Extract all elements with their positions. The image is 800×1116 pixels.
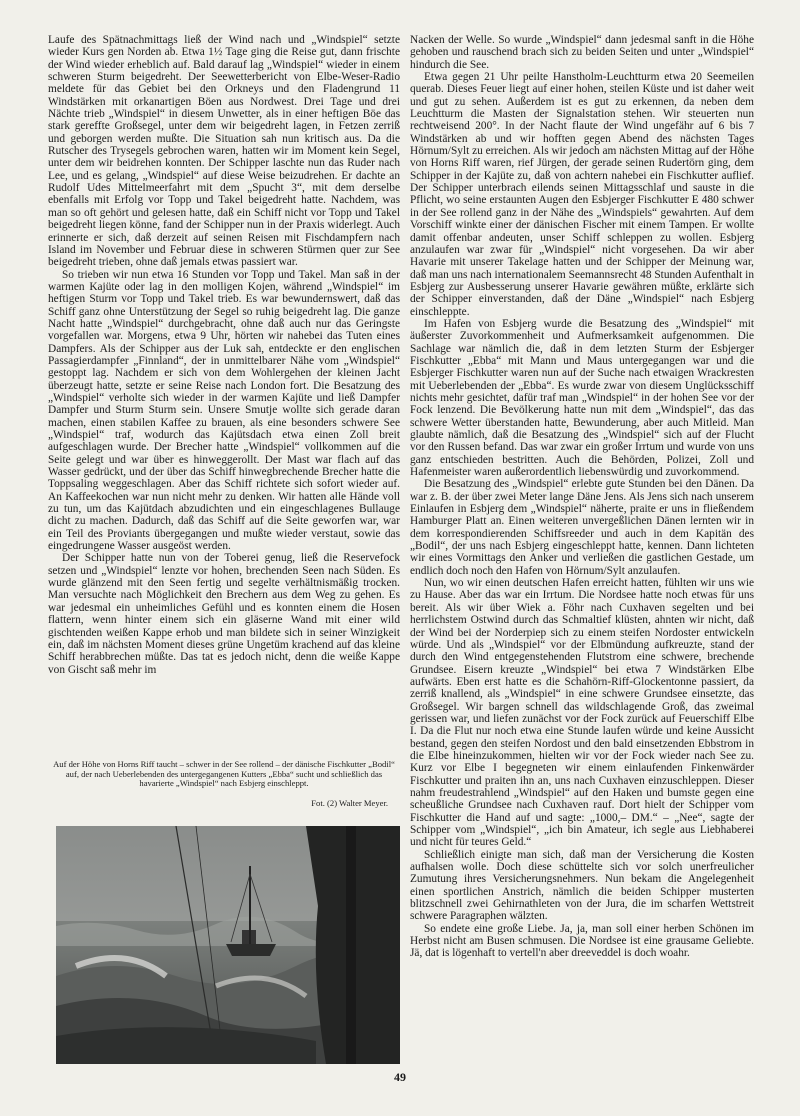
paragraph: Nacken der Welle. So wurde „Windspiel“ dann jedesmal sanft in die Höhe gehoben und rauschend brach sich zu beiden Seiten und unter „Windspiel“ hindurch die See. — [410, 34, 754, 71]
paragraph: Schließlich einigte man sich, daß man der Versicherung die Kosten aufhalsen wolle. Doch diese schüttelte sich vor solch unerfreulicher Zumutung ihres Versicherungsnehmers. Nun bekam die Angelegenheit einen sportlichen Anstrich, nämlich die beiden Schipper musterten blitzschnell zwei Gehirnathleten von der Jura, die im scharfen Wettstreit schwere Paragraphen wälzten. — [410, 848, 754, 923]
photo-caption: Auf der Höhe von Horns Riff taucht – schwer in der See rollend – der dänische Fischkutter „Bodil“ auf, der nach Ueberlebenden des untergegangenen Kutters „Ebba“ sucht und schließlich das havarierte „Windspiel“ nach Esbjerg einschleppt. — [53, 759, 395, 789]
paragraph: Die Besatzung des „Windspiel“ erlebte gute Stunden bei den Dänen. Da war z. B. der über zwei Meter lange Däne Jens. Als Jens sich nach unserem Einlaufen in Esbjerg dem „Windspiel“ näherte, praite er uns in fließendem Hamburger Platt an. Einen weiteren unvergeßlichen Dänen lernten wir in dem korrespondierenden Schiffsreeder und auch in dem Kapitän des „Bodil“, der uns nach Esbjerg eingeschleppt hatte, kennen. Dann lichteten wir eines Vormittags den Anker und verließen die gastlichen Gestade, um endlich doch noch den Hafen von Hörnum/Sylt anzulaufen. — [410, 478, 754, 577]
paragraph: So trieben wir nun etwa 16 Stunden vor Topp und Takel. Man saß in der warmen Kajüte oder lag in den molligen Kojen, während „Windspiel“ im heftigen Sturm vor Topp und Takel trieb. Es war bewundernswert, daß das Schiff ganz ohne Unterstützung der Segel so ruhig beigedreht lag. Die ganze Nacht hatte „Windspiel“ durchgebracht, ohne daß auch nur das Geringste vorgefallen war. Morgens, etwa 9 Uhr, hörten wir nahebei das Tuten eines Dampfers. Als der Schipper aus der Luk sah, entdeckte er den englischen Passagierdampfer „Finnland“, der in unmittelbarer Nähe vom „Windspiel“ gestoppt lag. Nachdem er sich von dem Wohlergehen der kleinen Jacht überzeugt hatte, setzte er seine Reise nach London fort. Die Besatzung des „Windspiel“ verholte sich wieder in der warmen Kajüte und ließ Dampfer Dampfer und Sturm Sturm sein. Unsere Smutje wollte sich gerade daran machen, einen stabilen Kaffee zu brauen, als eine besonders schwere See „Windspiel“ traf, wodurch das Kajütsdach etwa einen Zoll breit aufgeschlagen wurde. Der Brecher hatte „Windspiel“ vollkommen auf die Seite gelegt und war über es hinweggerollt. Der Mast war flach auf das Wasser gedrückt, und der über das Schiff hinwegbrechende Brecher hatte die Toppsaling weggeschlagen. Aber das Schiff richtete sich sofort wieder auf. An Kaffeekochen war nun nicht mehr zu denken. Wir hatten alle Hände voll zu tun, um das Kajütdach abzudichten und ein eingeschlagenes Bullauge dicht zu machen. Dadurch, daß das Schiff auf die Seite geworfen war, war ein Teil des Proviants übergegangen und mußte wieder verstaut, sowie das eingedrungene Wasser ausgeöst werden. — [48, 268, 400, 553]
sea-photo — [56, 826, 400, 1064]
photo-credit: Fot. (2) Walter Meyer. — [311, 798, 388, 808]
left-column — [48, 34, 400, 676]
page-number: 49 — [394, 1070, 406, 1084]
paragraph: Nun, wo wir einen deutschen Hafen erreicht hatten, fühlten wir uns wie zu Hause. Aber das war ein Irrtum. Die Nordsee hatte noch etwas für uns bereit. Als wir über Wiek a. Föhr nach Cuxhaven segelten und bei herrlichstem Ostwind durch das Schmaltief klüsten, ahnten wir nicht, daß der Wind bei der Norderpiep sich zu einem steifen Nordoster entwickeln würde. Und als „Windspiel“ vor der Elbmündung aufkreuzte, stand der durch den Wind entgegenstehenden Flutstrom eine schwere, brechende Grundsee. Eisern kreuzte „Windspiel“ bei etwa 7 Windstärken Elbe aufwärts. Eben erst hatte es die Schahörn-Riff-Glockentonne passiert, da zerriß knallend, als „Windspiel“ in eine schwere Grundsee einsetzte, das Großsegel. Wir bargen schnell das wildschlagende Groß, das zweimal gerissen war, und liefen zunächst vor der Fock zurück auf Feuerschiff Elbe I. Da die Flut nur noch etwa eine Stunde laufen würde und keine Aussicht bestand, gegen den steifen Nordost und den bald einsetzenden Ebbstrom in die Elbe hineinzukommen, hielten wir vor der Fock wieder nach See zu. Kurz vor Elbe I begegneten wir einem einlaufenden Finkenwärder Fischkutter und praiten ihn an, uns nach Cuxhaven einzuschleppen. Dieser nahm freudestrahlend „Windspiel“ auf den Haken und bumste gegen eine scheußliche Grundsee nach Cuxhaven rauf. Dort hielt der Schipper vom Fischkutter die Hand auf und sagte: „1000,– DM.“ – „Nee“, sagte der Schipper vom „Windspiel“, „ich bin Amateur, ich segle aus Liebhaberei und nicht für teures Geld.“ — [410, 577, 754, 849]
photo-illustration — [56, 826, 400, 1064]
paragraph: Der Schipper hatte nun von der Toberei genug, ließ die Reservefock setzen und „Windspiel“ lenzte vor hohen, brechenden Seen nach Süden. Es wurde glänzend mit den Seen fertig und segelte verhältnismäßig trocken. Man versuchte nach Möglichkeit den Brechern aus dem Weg zu gehen. Es war jedesmal ein unheimliches Gefühl und es konnten einem die Hosen flattern, wenn hinter einem sich ein gläserne Wand mit einer wild gischtenden weißen Kappe erhob und man bildete sich in seiner Winzigkeit ein, daß im nächsten Moment dieses grüne Ungetüm krachend auf das kleine Schiff herabbrechen müßte. Das tat es jedoch nicht, denn die weiße Kappe von Gischt saß mehr im — [48, 552, 400, 676]
paragraph: Laufe des Spätnachmittags ließ der Wind nach und „Windspiel“ setzte wieder Kurs gen Norden ab. Etwa 1½ Tage ging die Reise gut, dann frischte der Wind wieder erheblich auf. Bald darauf lag „Windspiel“ wieder in einem schweren Sturm beigedreht. Der Seewetterbericht von Elbe-Weser-Radio meldete für das Gebiet bei den Orkneys und den Fladengrund 11 Windstärken mit orkanartigen Böen aus Nordwest. Drei Tage und drei Nächte trieb „Windspiel“ in diesem Unwetter, als in einer heftigen Böe das stark gereffte Großsegel, unter dem wir beigedreht lagen, in Fetzen zerriß und geborgen werden mußte. Die Situation sah nun kritisch aus. Da die Rutscher des Trysegels gebrochen waren, hatten wir im Moment kein Segel, unter dem wir beidrehen konnten. Der Schipper laschte nun das Ruder nach Lee, und es gelang, „Windspiel“ auf diese Weise beizudrehen. Er dachte an Rudolf Udes Mittelmeerfahrt mit dem „Spucht 3“, mit dem derselbe ebenfalls mit Erfolg vor Topp und Takel beigedreht hatte. Nachdem, was man so oft gehört und gelesen hatte, daß ein Schiff nicht vor Topp und Takel beigedreht liegen könne, fand der Schipper nun in der Praxis widerlegt. Auch erinnerte er sich, daß derzeit auf seinen Reisen mit Fischdampfern nach Island im November und Februar diese in schweren Stürmen quer zur See beigedreht trieben, ohne daß jemals etwas passiert war. — [48, 34, 400, 269]
paragraph: So endete eine große Liebe. Ja, ja, man soll einer herben Schönen im Herbst nicht am Busen schmusen. Die Nordsee ist eine grausame Geliebte. Jä, dat is lögenhaft to vertell'n aber dreeveddel is doch woahr. — [410, 922, 754, 960]
right-column — [410, 34, 754, 960]
paragraph: Im Hafen von Esbjerg wurde die Besatzung des „Windspiel“ mit äußerster Zuvorkommenheit und Aufmerksamkeit aufgenommen. Die Sachlage war nämlich die, daß in dem letzten Sturm der Esbjerger Fischkutter „Ebba“ mit Mann und Maus untergegangen war und die Esbjerger Fischkutter waren nun auf der Suche nach etwaigen Wrackresten mit Ueberlebenden der „Ebba“. Es wurde zwar von diesem Unglücksschiff nichts mehr gesichtet, dafür traf man „Windspiel“ in der hohen See vor der Fock lenzend. Die Bevölkerung hatte nun mit dem „Windspiel“, das das schwere Wetter überstanden hatte, Bewunderung, aber auch Mitleid. Man glaubte nämlich, daß die Besatzung des „Windspiel“ sich auf der Flucht vor den Russen befand. Das war zwar ein großer Irrtum und wurde von uns ganz entschieden bestritten. Auch die Behörden, Polizei, Zoll und Hafenmeister waren außerordentlich liebenswürdig und zuvorkommend. — [410, 317, 754, 479]
paragraph: Etwa gegen 21 Uhr peilte Hanstholm-Leuchtturm etwa 20 Seemeilen querab. Dieses Feuer liegt auf einer hohen, steilen Küste und ist daher weit und gut zu sehen. Außerdem ist es gut zu erkennen, da neben dem Leuchtturm die Masten der Signalstation stehen. Wir steuerten nun rechtweisend 200°. In der Nacht flaute der Wind ungefähr auf 6 bis 7 Windstärken ab und wir hofften gegen Abend des nächsten Tages Hörnum/Sylt zu erreichen. Als wir jedoch am nächsten Mittag auf der Höhe von Horns Riff waren, rief Jürgen, der gerade seinen Rudertörn ging, dem Schipper in der Kajüte zu, daß von achtern nahebei ein Fischkutter auflief. Der Schipper unterbrach eilends seinen Mittagsschlaf und sauste in die Pflicht, wo seine erstaunten Augen den Esbjerger Fischkutter E 480 schwer in der See rollend ganz in der Nähe des „Windspiels“ gewahrten. Auf dem Vorschiff winkte einer der dänischen Fischer mit einem Tampen. Er wollte damit offenbar andeuten, unser Schiff schleppen zu wollen. Esbjerg anzulaufen war zwar für „Windspiel“ nicht vorgesehen. Da wir aber Havarie mit unserer Takelage hatten und der Schipper der Meinung war, daß man uns nach internationalem Seemannsrecht 48 Stunden Aufenthalt in Esbjerg zur Ausbesserung unserer Havarie gewähren müßte, erklärte sich der Schipper einverstanden, daß der Däne „Windspiel“ nach Esbjerg einschleppte. — [410, 71, 754, 318]
